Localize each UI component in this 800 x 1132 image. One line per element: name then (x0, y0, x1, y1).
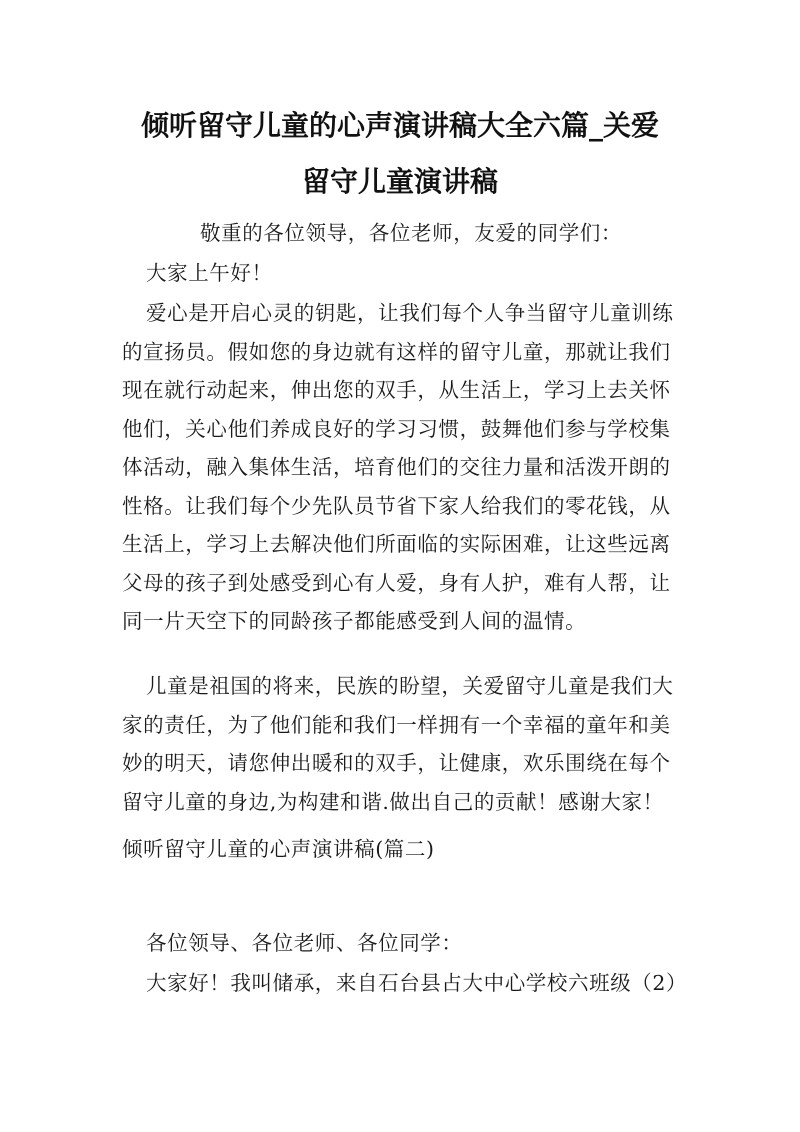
document-title (100, 98, 700, 210)
salutation: 敬重的各位领导，各位老师，友爱的同学们： (200, 221, 622, 245)
greeting: 大家上午好！ (146, 261, 273, 285)
paragraph-1: 爱心是开启心灵的钥匙，让我们每个人争当留守儿童训练的宣扬员。假如您的身边就有这样的留守儿童，那就让我们现在就行动起来，伸出您的双手，从生活上，学习上去关怀他们，关心他们养成良好的学习习惯，鼓舞他们参与学校集体活动，融入集体生活，培育他们的交往力量和活泼开朗的性格。让我们每个少先队员节省下家人给我们的零花钱，从生活上，学习上去解决他们所面临的实际困难，让这些远离父母的孩子到处感受到心有人爱，身有人护，难有人帮，让同一片天空下的同龄孩子都能感受到人间的温情。 (122, 301, 674, 633)
title-line-2: 留守儿童演讲稿 (301, 165, 498, 198)
section-heading-2: 倾听留守儿童的心声演讲稿(篇二) (122, 837, 435, 861)
intro-2: 大家好！我叫储承，来自石台县占大中心学校六班级（2） (146, 971, 688, 995)
paragraph-2: 儿童是祖国的将来，民族的盼望，关爱留守儿童是我们大家的责任，为了他们能和我们一样拥有一个幸福的童年和美妙的明天，请您伸出暖和的双手，让健康，欢乐围绕在每个留守儿童的身边,为构建和谐.做出自己的贡献！感谢大家！ (122, 674, 674, 814)
title-line-1: 倾听留守儿童的心声演讲稿大全六篇_关爱 (140, 109, 659, 142)
salutation-2: 各位领导、各位老师、各位同学： (146, 931, 463, 955)
